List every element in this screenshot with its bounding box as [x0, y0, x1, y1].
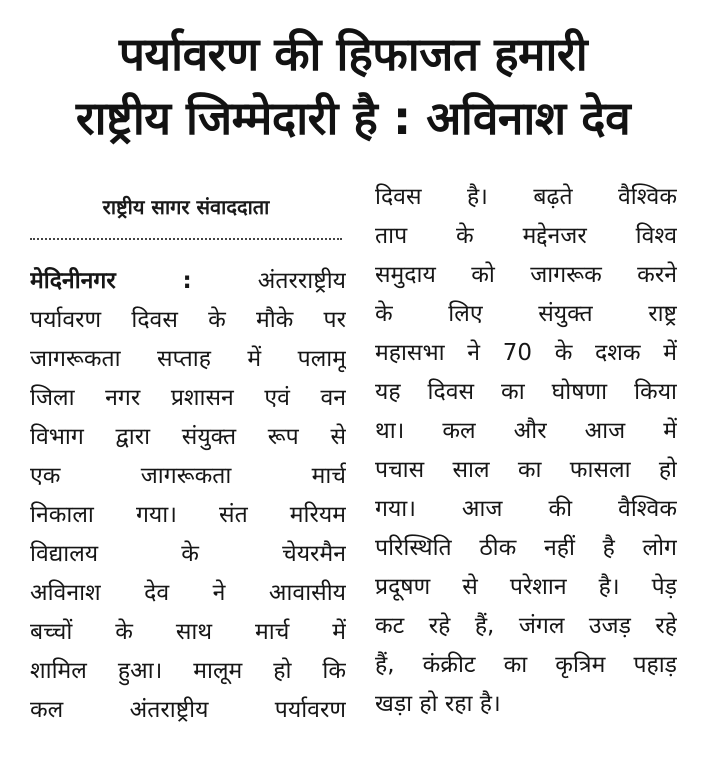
headline-line-1: पर्यावरण की हिफाजत हमारी	[118, 27, 588, 81]
article-line: पर्यावरण दिवस के मौके पर	[30, 307, 346, 333]
dateline: मेदिनीनगर :	[30, 268, 192, 294]
article-line: जिला नगर प्रशासन एवं वन	[30, 385, 346, 411]
article-line: शामिल हुआ। मालूम हो कि	[30, 658, 346, 684]
article-line: के लिए संयुक्त राष्ट्र	[375, 301, 677, 327]
article-column-right	[375, 178, 677, 724]
article-line: कल अंतराष्ट्रीय पर्यावरण	[30, 697, 346, 723]
article-line: परिस्थिति ठीक नहीं है लोग	[375, 535, 677, 561]
article-line: विभाग द्वारा संयुक्त रूप से	[30, 424, 346, 450]
article-line: विद्यालय के चेयरमैन	[30, 541, 346, 567]
article-line: कट रहे हैं, जंगल उजड़ रहे	[375, 613, 677, 639]
article-line: ताप के मद्देनजर विश्व	[375, 223, 677, 249]
article-line: गया। आज की वैश्विक	[375, 496, 677, 522]
article-line: खड़ा हो रहा है।	[375, 691, 501, 717]
article-line: अविनाश देव ने आवासीय	[30, 580, 346, 606]
dotted-divider	[30, 238, 342, 240]
article-line: प्रदूषण से परेशान है। पेड़	[375, 574, 677, 600]
article-line: यह दिवस का घोषणा किया	[375, 379, 677, 405]
article-line: एक जागरूकता मार्च	[30, 463, 346, 489]
byline: राष्ट्रीय सागर संवाददाता	[102, 195, 270, 219]
article-line: महासभा ने 70 के दशक में	[375, 340, 677, 366]
article-line: हैं, कंक्रीट का कृत्रिम पहाड़	[375, 652, 677, 678]
article-line: जागरूकता सप्ताह में पलामू	[30, 346, 346, 372]
article-line: बच्चों के साथ मार्च में	[30, 619, 346, 645]
article-line	[30, 262, 346, 301]
article-line: पचास साल का फासला हो	[375, 457, 677, 483]
article-line-text: अंतरराष्ट्रीय	[191, 268, 346, 294]
article-line: था। कल और आज में	[375, 418, 677, 444]
article-column-left	[30, 262, 346, 730]
article-line: निकाला गया। संत मरियम	[30, 502, 346, 528]
article-line: समुदाय को जागरूक करने	[375, 262, 677, 288]
article-line: दिवस है। बढ़ते वैश्विक	[375, 184, 677, 210]
headline-line-2: राष्ट्रीय जिम्मेदारी है : अविनाश देव	[75, 91, 631, 145]
